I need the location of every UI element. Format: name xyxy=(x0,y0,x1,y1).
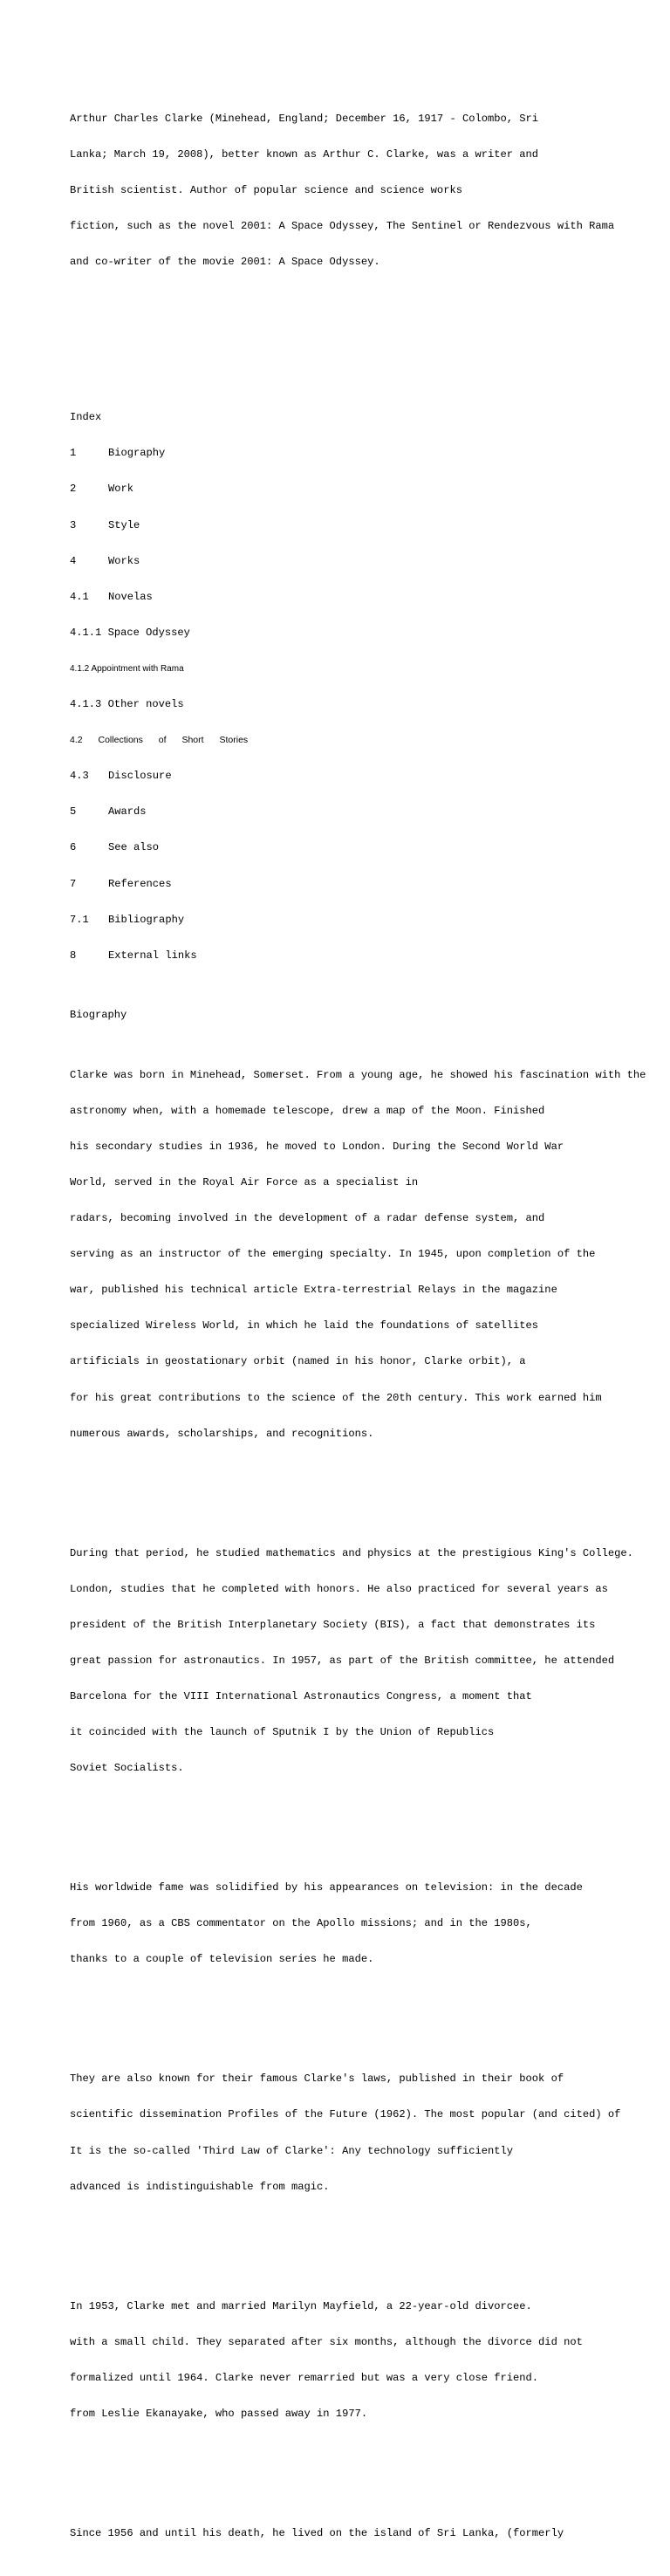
index-label: Style xyxy=(108,518,140,531)
text-line: with a small child. They separated after six months, although the divorce did not xyxy=(70,2335,583,2348)
text-line: It is the so-called 'Third Law of Clarke': Any technology sufficiently xyxy=(70,2144,514,2157)
text-line: numerous awards, scholarships, and recognitions. xyxy=(70,1427,374,1440)
text-line: it coincided with the launch of Sputnik I by the Union of Republics xyxy=(70,1726,495,1739)
index-label: Biography xyxy=(108,447,166,460)
text-line: They are also known for their famous Clarke's laws, published in their book of xyxy=(70,2072,564,2086)
body-paragraph xyxy=(70,2504,670,2565)
index-item xyxy=(70,556,670,568)
text-line: thanks to a couple of television series he made. xyxy=(70,1953,374,1966)
text-line: astronomy when, with a homemade telescope, drew a map of the Moon. Finished xyxy=(70,1104,545,1117)
index-number: 4.3 xyxy=(70,770,89,783)
text-line: During that period, he studied mathematics and physics at the prestigious King's College. xyxy=(70,1546,633,1559)
body-paragraph xyxy=(70,1045,670,1463)
index-number: 6 xyxy=(70,841,77,854)
index-item: 4.2 Collections of Short Stories xyxy=(70,735,249,746)
index-item xyxy=(70,483,670,496)
body-paragraph xyxy=(70,2277,670,2444)
text-line: war, published his technical article Extra-terrestrial Relays in the magazine xyxy=(70,1284,557,1297)
text-line: from Leslie Ekanayake, who passed away in 1977. xyxy=(70,2407,368,2420)
text-line: from 1960, as a CBS commentator on the Apollo missions; and in the 1980s, xyxy=(70,1917,532,1930)
text-line: Barcelona for the VIII International Astronautics Congress, a moment that xyxy=(70,1690,532,1702)
text-line: serving as an instructor of the emerging specialty. In 1945, upon completion of the xyxy=(70,1248,596,1261)
index-number: 7.1 xyxy=(70,913,89,926)
text-line: In 1953, Clarke met and married Marilyn Mayfield, a 22-year-old divorcee. xyxy=(70,2299,532,2312)
index-label: Work xyxy=(108,483,134,496)
index-item xyxy=(70,950,670,963)
text-line: his secondary studies in 1936, he moved to London. During the Second World War xyxy=(70,1140,564,1153)
index-label: Works xyxy=(108,554,140,567)
text-line: great passion for astronautics. In 1957, as part of the British committee, he attended xyxy=(70,1654,615,1667)
index-item xyxy=(70,806,670,819)
body-paragraph xyxy=(70,2050,670,2217)
text-line: advanced is indistinguishable from magic. xyxy=(70,2180,330,2193)
text-line: Clarke was born in Minehead, Somerset. From a young age, he showed his fascination with the xyxy=(70,1068,646,1081)
index-item xyxy=(70,879,670,891)
text-line: specialized Wireless World, in which he laid the foundations of satellites xyxy=(70,1319,539,1333)
index-number: 1 xyxy=(70,447,77,460)
text-line: Arthur Charles Clarke (Minehead, England; December 16, 1917 - Colombo, Sri xyxy=(70,112,539,125)
text-line: artificials in geostationary orbit (named in his honor, Clarke orbit), a xyxy=(70,1355,526,1368)
index-item xyxy=(70,842,670,854)
index-item xyxy=(70,915,670,927)
text-line: London, studies that he completed with honors. He also practiced for several years as xyxy=(70,1582,608,1595)
index-number: 5 xyxy=(70,805,77,819)
index-label: References xyxy=(108,877,172,890)
section-heading: Biography xyxy=(70,1009,127,1022)
text-line: Lanka; March 19, 2008), better known as Arthur C. Clarke, was a writer and xyxy=(70,147,539,161)
index-label: See also xyxy=(108,841,160,854)
index-label: Disclosure xyxy=(108,770,172,783)
index-title: Index xyxy=(70,411,102,424)
index-label: Bibliography xyxy=(108,913,185,926)
index-number: 4.1 xyxy=(70,590,89,603)
text-line: and co-writer of the movie 2001: A Space Odyssey. xyxy=(70,256,380,269)
index-number: 4.1.3 xyxy=(70,698,102,711)
index-label: External links xyxy=(108,949,197,962)
index-label: Novelas xyxy=(108,590,153,603)
index-item xyxy=(70,627,670,640)
text-line: fiction, such as the novel 2001: A Space Odyssey, The Sentinel or Rendezvous with Rama xyxy=(70,220,615,233)
index-item xyxy=(70,771,670,783)
text-line: for his great contributions to the science of the 20th century. This work earned him xyxy=(70,1391,602,1404)
index-item: 4.1.2 Appointment with Rama xyxy=(70,663,184,674)
index-number: 2 xyxy=(70,483,77,496)
index-item xyxy=(70,448,670,460)
body-paragraph xyxy=(70,1524,670,1798)
index-number: 3 xyxy=(70,518,77,531)
text-line: Soviet Socialists. xyxy=(70,1762,184,1775)
text-line: His worldwide fame was solidified by his appearances on television: in the decade xyxy=(70,1881,583,1894)
index-number: 8 xyxy=(70,949,77,962)
text-line: president of the British Interplanetary Society (BIS), a fact that demonstrates its xyxy=(70,1618,596,1631)
intro-paragraph xyxy=(70,89,670,292)
index-number: 4 xyxy=(70,554,77,567)
index-item xyxy=(70,699,670,711)
text-line: British scientist. Author of popular science and science works xyxy=(70,184,462,196)
text-line: Since 1956 and until his death, he lived on the island of Sri Lanka, (formerly xyxy=(70,2526,564,2539)
text-line: World, served in the Royal Air Force as a specialist in xyxy=(70,1175,419,1189)
index-number: 7 xyxy=(70,877,77,890)
index-label: Other novels xyxy=(107,698,184,711)
index-item xyxy=(70,520,670,532)
document-page xyxy=(70,65,670,2576)
text-line: radars, becoming involved in the development of a radar defense system, and xyxy=(70,1212,545,1225)
text-line: formalized until 1964. Clarke never remarried but was a very close friend. xyxy=(70,2371,539,2384)
body-paragraph xyxy=(70,1859,670,1990)
index-label: Awards xyxy=(108,805,147,819)
index-number: 4.1.1 xyxy=(70,626,102,639)
table-of-contents xyxy=(70,388,670,986)
text-line: scientific dissemination Profiles of the Future (1962). The most popular (and cited) of xyxy=(70,2108,621,2121)
index-label: Space Odyssey xyxy=(107,626,190,639)
index-item xyxy=(70,592,670,604)
